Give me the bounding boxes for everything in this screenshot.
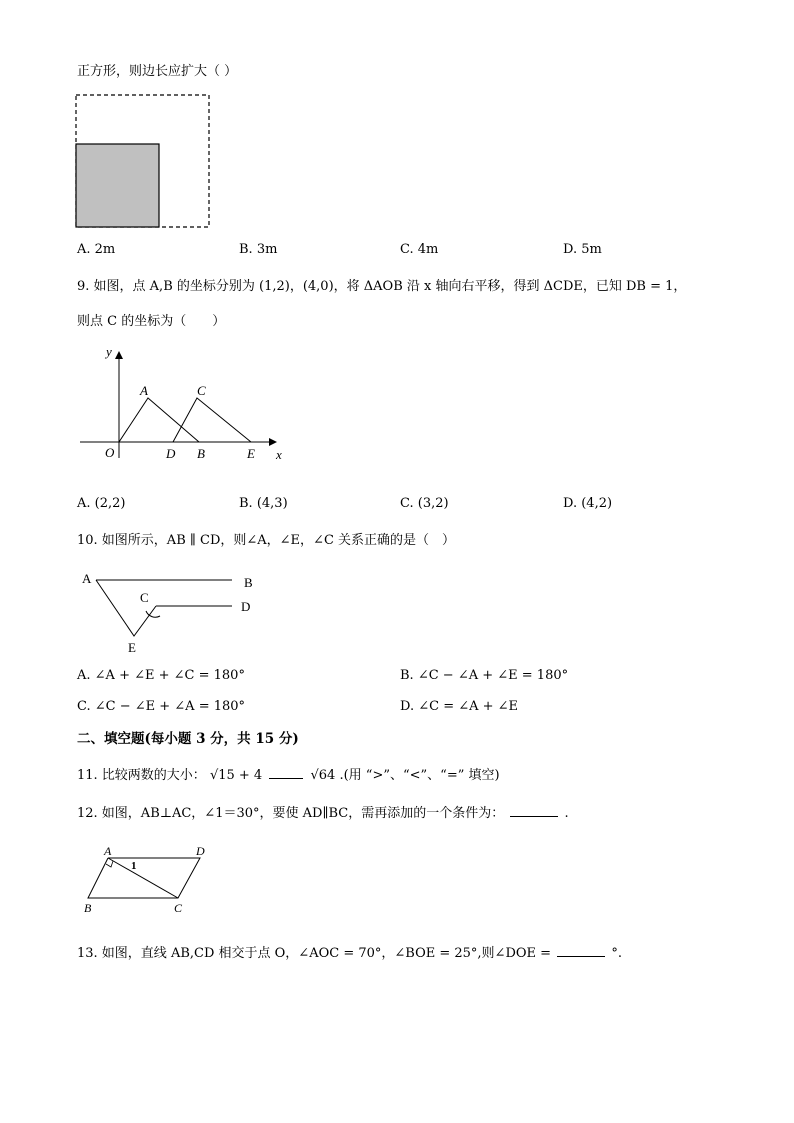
q13-end: °.	[611, 946, 622, 961]
q11-answer-blank[interactable]	[269, 766, 303, 779]
q10-option-b[interactable]: B. ∠C − ∠A + ∠E = 180°	[400, 668, 569, 683]
label-c: C	[140, 590, 149, 605]
label-b: B	[197, 446, 205, 461]
q11-expr2: √64	[310, 768, 336, 783]
gray-square	[76, 144, 159, 227]
q12-line	[77, 804, 569, 822]
q12-stem: 12. 如图，AB⊥AC，∠1＝30°，要使 AD∥BC，需再添加的一个条件为：	[77, 806, 505, 821]
label-d: D	[241, 599, 251, 614]
label-x: x	[276, 447, 282, 462]
q11-expr1: √15 + 4	[209, 768, 263, 783]
label-e: E	[128, 640, 136, 655]
q9-option-a[interactable]: A. (2,2)	[77, 496, 126, 511]
q11-suffix: .(用 “>”、“<”、“=” 填空)	[339, 768, 500, 783]
label-o: O	[105, 445, 115, 460]
diagonal-ac	[108, 858, 178, 898]
label-b: B	[244, 575, 253, 590]
label-c: C	[174, 901, 183, 915]
q11-prefix: 11. 比较两数的大小：	[77, 768, 206, 783]
q8-figure	[74, 92, 214, 232]
q13-stem: 13. 如图，直线 AB,CD 相交于点 O，∠AOC = 70°，∠BOE = 25°,则∠DOE =	[77, 946, 552, 961]
q10-figure	[76, 566, 276, 658]
q13-answer-blank[interactable]	[557, 944, 605, 957]
right-angle-mark	[106, 861, 113, 867]
label-a: A	[82, 571, 92, 586]
q8-option-b[interactable]: B. 3m	[239, 242, 278, 257]
label-a: A	[104, 844, 112, 858]
polyline-aec	[96, 580, 156, 636]
label-a: A	[140, 383, 148, 398]
q10-option-c[interactable]: C. ∠C − ∠E + ∠A = 180°	[77, 699, 246, 714]
label-c: C	[197, 383, 206, 398]
q12-figure	[80, 840, 220, 918]
q8-stem: 正方形，则边长应扩大（ ）	[77, 64, 238, 79]
q10-stem: 10. 如图所示，AB ∥ CD，则∠A，∠E，∠C 关系正确的是（ ）	[77, 533, 456, 548]
label-d: D	[166, 446, 176, 461]
q12-end: .	[564, 806, 569, 821]
q8-option-a[interactable]: A. 2m	[77, 242, 116, 257]
q9-option-d[interactable]: D. (4,2)	[563, 496, 613, 511]
q9-stem-line2: 则点 C 的坐标为（ ）	[77, 314, 226, 329]
label-y: y	[106, 344, 112, 359]
q9-option-c[interactable]: C. (3,2)	[400, 496, 449, 511]
triangle-cde	[173, 398, 251, 442]
q10-option-d[interactable]: D. ∠C = ∠A + ∠E	[400, 699, 519, 714]
q9-figure	[76, 340, 296, 470]
q9-stem-line1: 9. 如图，点 A,B 的坐标分别为 (1,2)，(4,0)，将 ΔAOB 沿 x 轴向右平移，得到 ΔCDE，已知 DB = 1，	[77, 279, 687, 294]
q9-option-b[interactable]: B. (4,3)	[239, 496, 288, 511]
q8-option-d[interactable]: D. 5m	[563, 242, 602, 257]
label-b: B	[84, 901, 92, 915]
label-e: E	[247, 446, 255, 461]
q8-option-c[interactable]: C. 4m	[400, 242, 439, 257]
label-angle-1: 1	[131, 860, 137, 872]
section-heading: 二、填空题(每小题 3 分，共 15 分)	[77, 731, 299, 747]
q13-line	[77, 944, 622, 962]
label-d: D	[196, 844, 205, 858]
q10-option-a[interactable]: A. ∠A + ∠E + ∠C = 180°	[77, 668, 245, 683]
q12-answer-blank[interactable]	[510, 804, 558, 817]
q11-line	[77, 766, 500, 784]
triangle-aob	[119, 398, 199, 442]
